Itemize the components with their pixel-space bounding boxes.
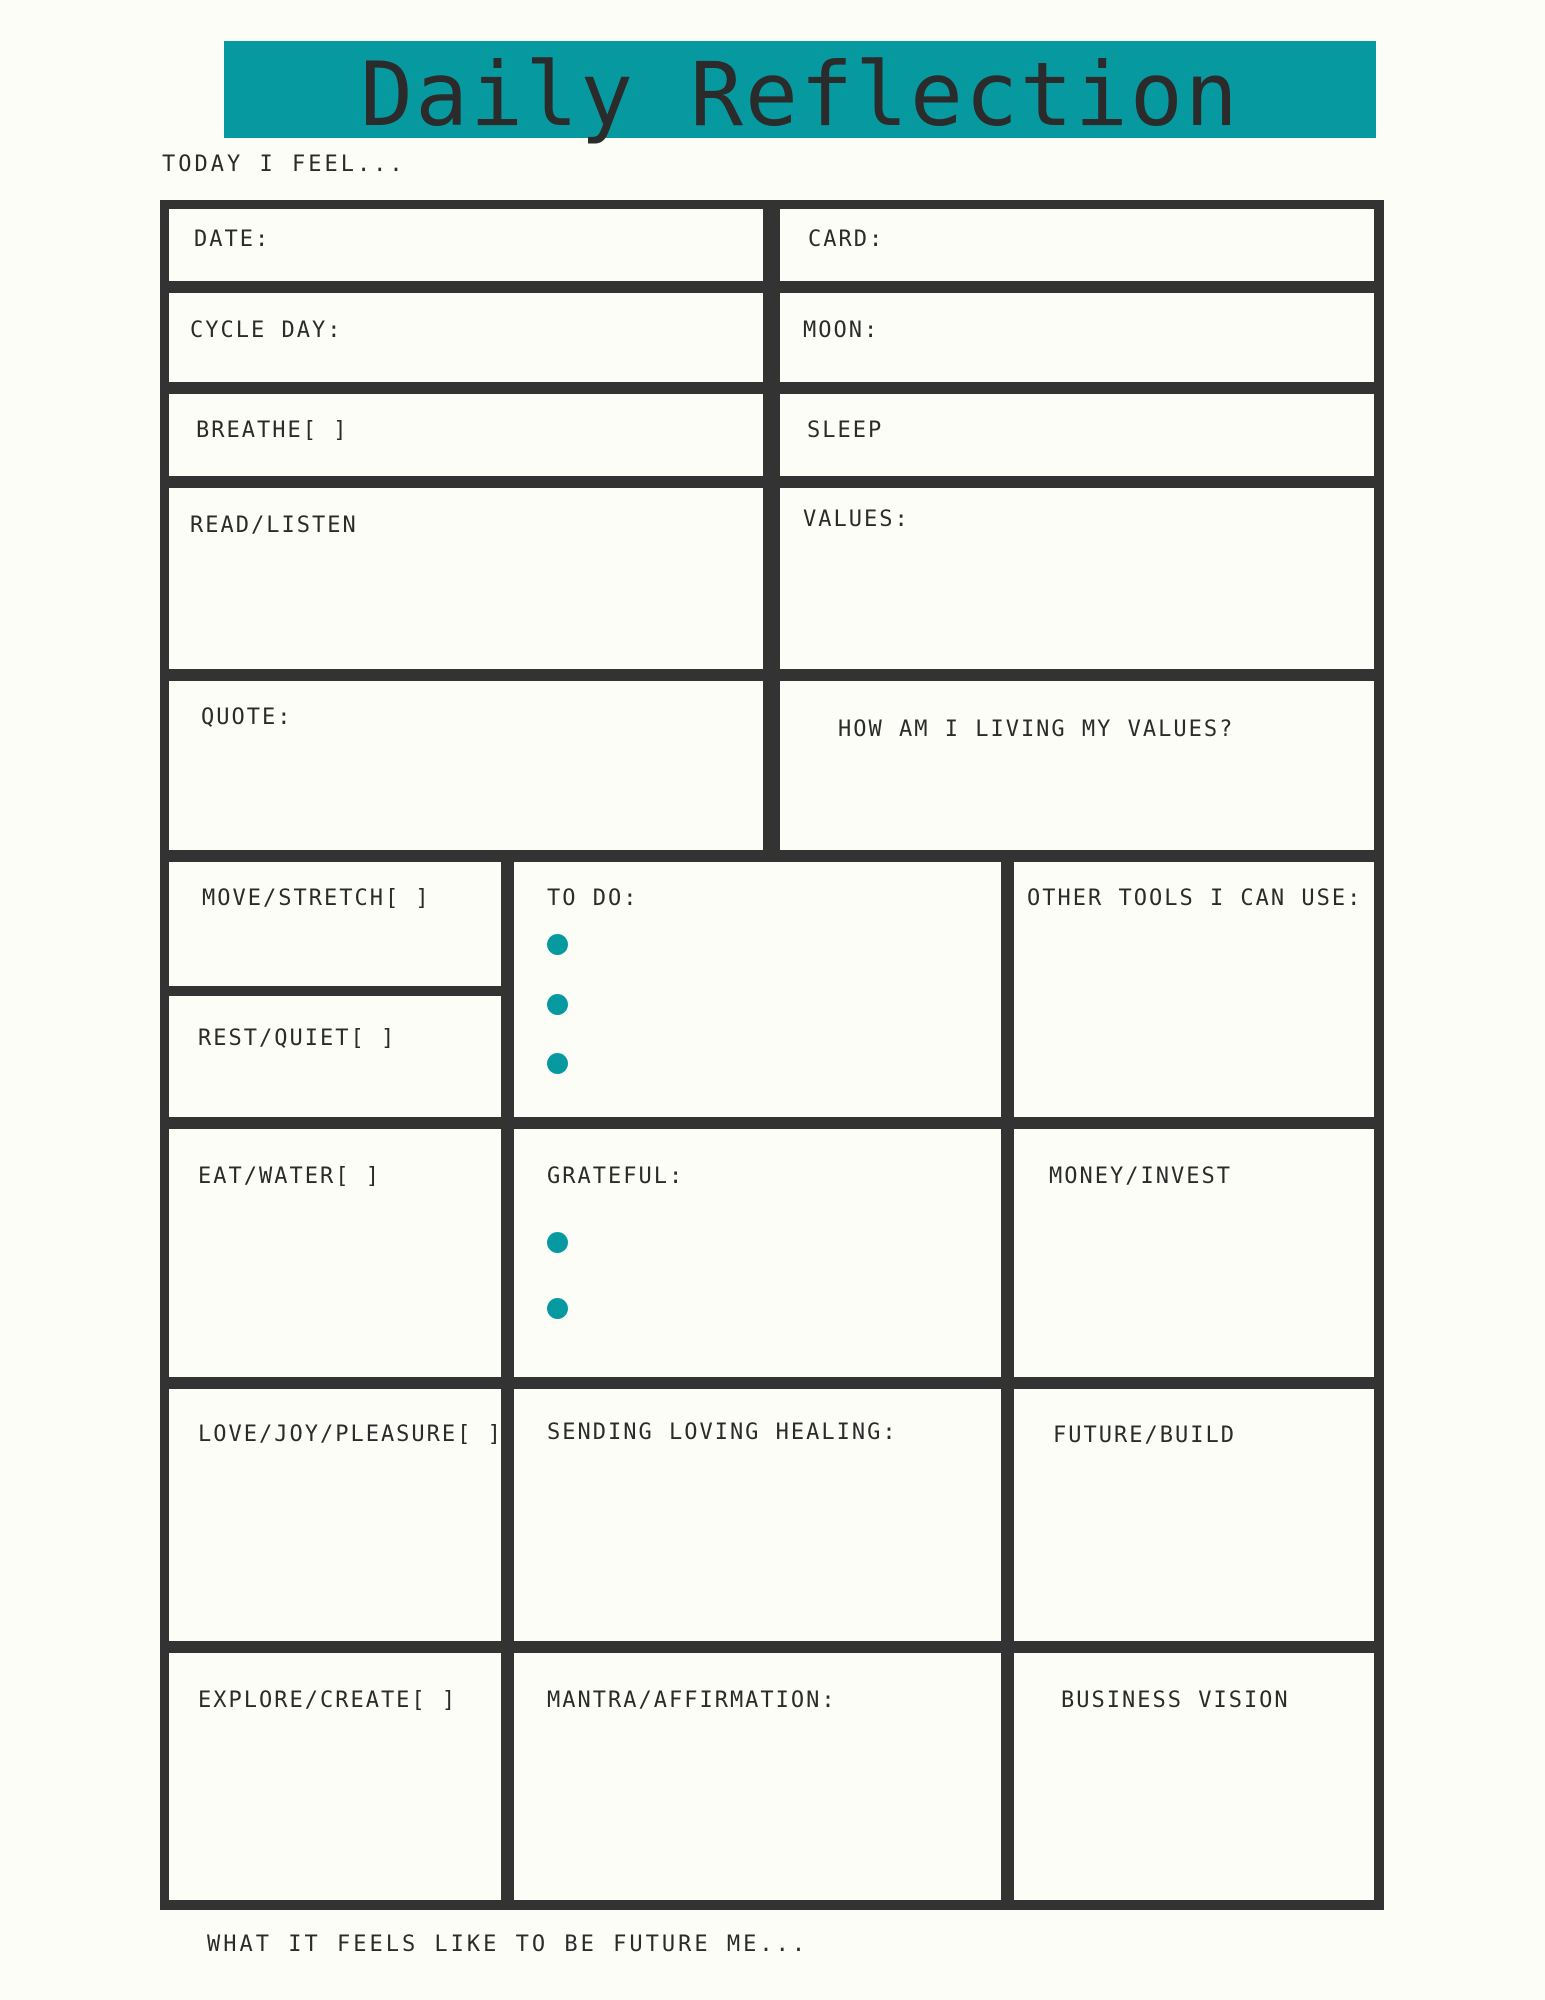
values-field[interactable] bbox=[780, 488, 1374, 669]
cycle-day-field[interactable] bbox=[169, 293, 763, 382]
todo-bullet-1 bbox=[547, 934, 568, 955]
rest-quiet-label: REST/QUIET[ ] bbox=[198, 1026, 397, 1051]
sending-healing-label: SENDING LOVING HEALING: bbox=[547, 1420, 898, 1445]
grateful-bullet-1 bbox=[547, 1232, 568, 1253]
to-do-field[interactable] bbox=[514, 862, 1001, 1117]
move-stretch-label: MOVE/STRETCH[ ] bbox=[202, 886, 431, 911]
cycle-day-label: CYCLE DAY: bbox=[190, 318, 343, 343]
grateful-field[interactable] bbox=[514, 1129, 1001, 1377]
money-invest-field[interactable] bbox=[1014, 1129, 1374, 1377]
sleep-label: SLEEP bbox=[807, 418, 884, 443]
business-vision-field[interactable] bbox=[1014, 1653, 1374, 1900]
card-label: CARD: bbox=[808, 227, 885, 252]
future-build-label: FUTURE/BUILD bbox=[1053, 1423, 1236, 1448]
mantra-field[interactable] bbox=[514, 1653, 1001, 1900]
eat-water-field[interactable] bbox=[169, 1129, 501, 1377]
page-title: Daily Reflection bbox=[360, 43, 1240, 146]
rest-quiet-field[interactable] bbox=[169, 996, 501, 1117]
sending-healing-field[interactable] bbox=[514, 1389, 1001, 1641]
read-listen-field[interactable] bbox=[169, 488, 763, 669]
breathe-field[interactable] bbox=[169, 394, 763, 476]
love-joy-field[interactable] bbox=[169, 1389, 501, 1641]
card-field[interactable] bbox=[780, 209, 1374, 281]
to-do-label: TO DO: bbox=[547, 886, 639, 911]
date-field[interactable] bbox=[169, 209, 763, 281]
living-values-field[interactable] bbox=[780, 681, 1374, 850]
quote-label: QUOTE: bbox=[201, 705, 293, 730]
love-joy-label: LOVE/JOY/PLEASURE[ ] bbox=[198, 1422, 503, 1447]
moon-label: MOON: bbox=[803, 318, 880, 343]
explore-create-label: EXPLORE/CREATE[ ] bbox=[198, 1688, 458, 1713]
explore-create-field[interactable] bbox=[169, 1653, 501, 1900]
sleep-field[interactable] bbox=[780, 394, 1374, 476]
moon-field[interactable] bbox=[780, 293, 1374, 382]
grateful-label: GRATEFUL: bbox=[547, 1164, 685, 1189]
today-i-feel-label: TODAY I FEEL... bbox=[162, 152, 406, 177]
todo-bullet-2 bbox=[547, 994, 568, 1015]
todo-bullet-3 bbox=[547, 1053, 568, 1074]
future-me-label: WHAT IT FEELS LIKE TO BE FUTURE ME... bbox=[207, 1932, 809, 1957]
breathe-label: BREATHE[ ] bbox=[196, 418, 349, 443]
reflection-grid bbox=[160, 200, 1384, 1910]
read-listen-label: READ/LISTEN bbox=[190, 513, 358, 538]
values-label: VALUES: bbox=[803, 507, 910, 532]
living-values-label: HOW AM I LIVING MY VALUES? bbox=[838, 717, 1235, 742]
grateful-bullet-2 bbox=[547, 1298, 568, 1319]
eat-water-label: EAT/WATER[ ] bbox=[198, 1164, 381, 1189]
future-build-field[interactable] bbox=[1014, 1389, 1374, 1641]
quote-field[interactable] bbox=[169, 681, 763, 850]
date-label: DATE: bbox=[194, 227, 271, 252]
other-tools-field[interactable] bbox=[1014, 862, 1374, 1117]
money-invest-label: MONEY/INVEST bbox=[1049, 1164, 1232, 1189]
move-stretch-field[interactable] bbox=[169, 862, 501, 986]
business-vision-label: BUSINESS VISION bbox=[1061, 1688, 1290, 1713]
mantra-label: MANTRA/AFFIRMATION: bbox=[547, 1688, 837, 1713]
other-tools-label: OTHER TOOLS I CAN USE: bbox=[1027, 886, 1363, 911]
